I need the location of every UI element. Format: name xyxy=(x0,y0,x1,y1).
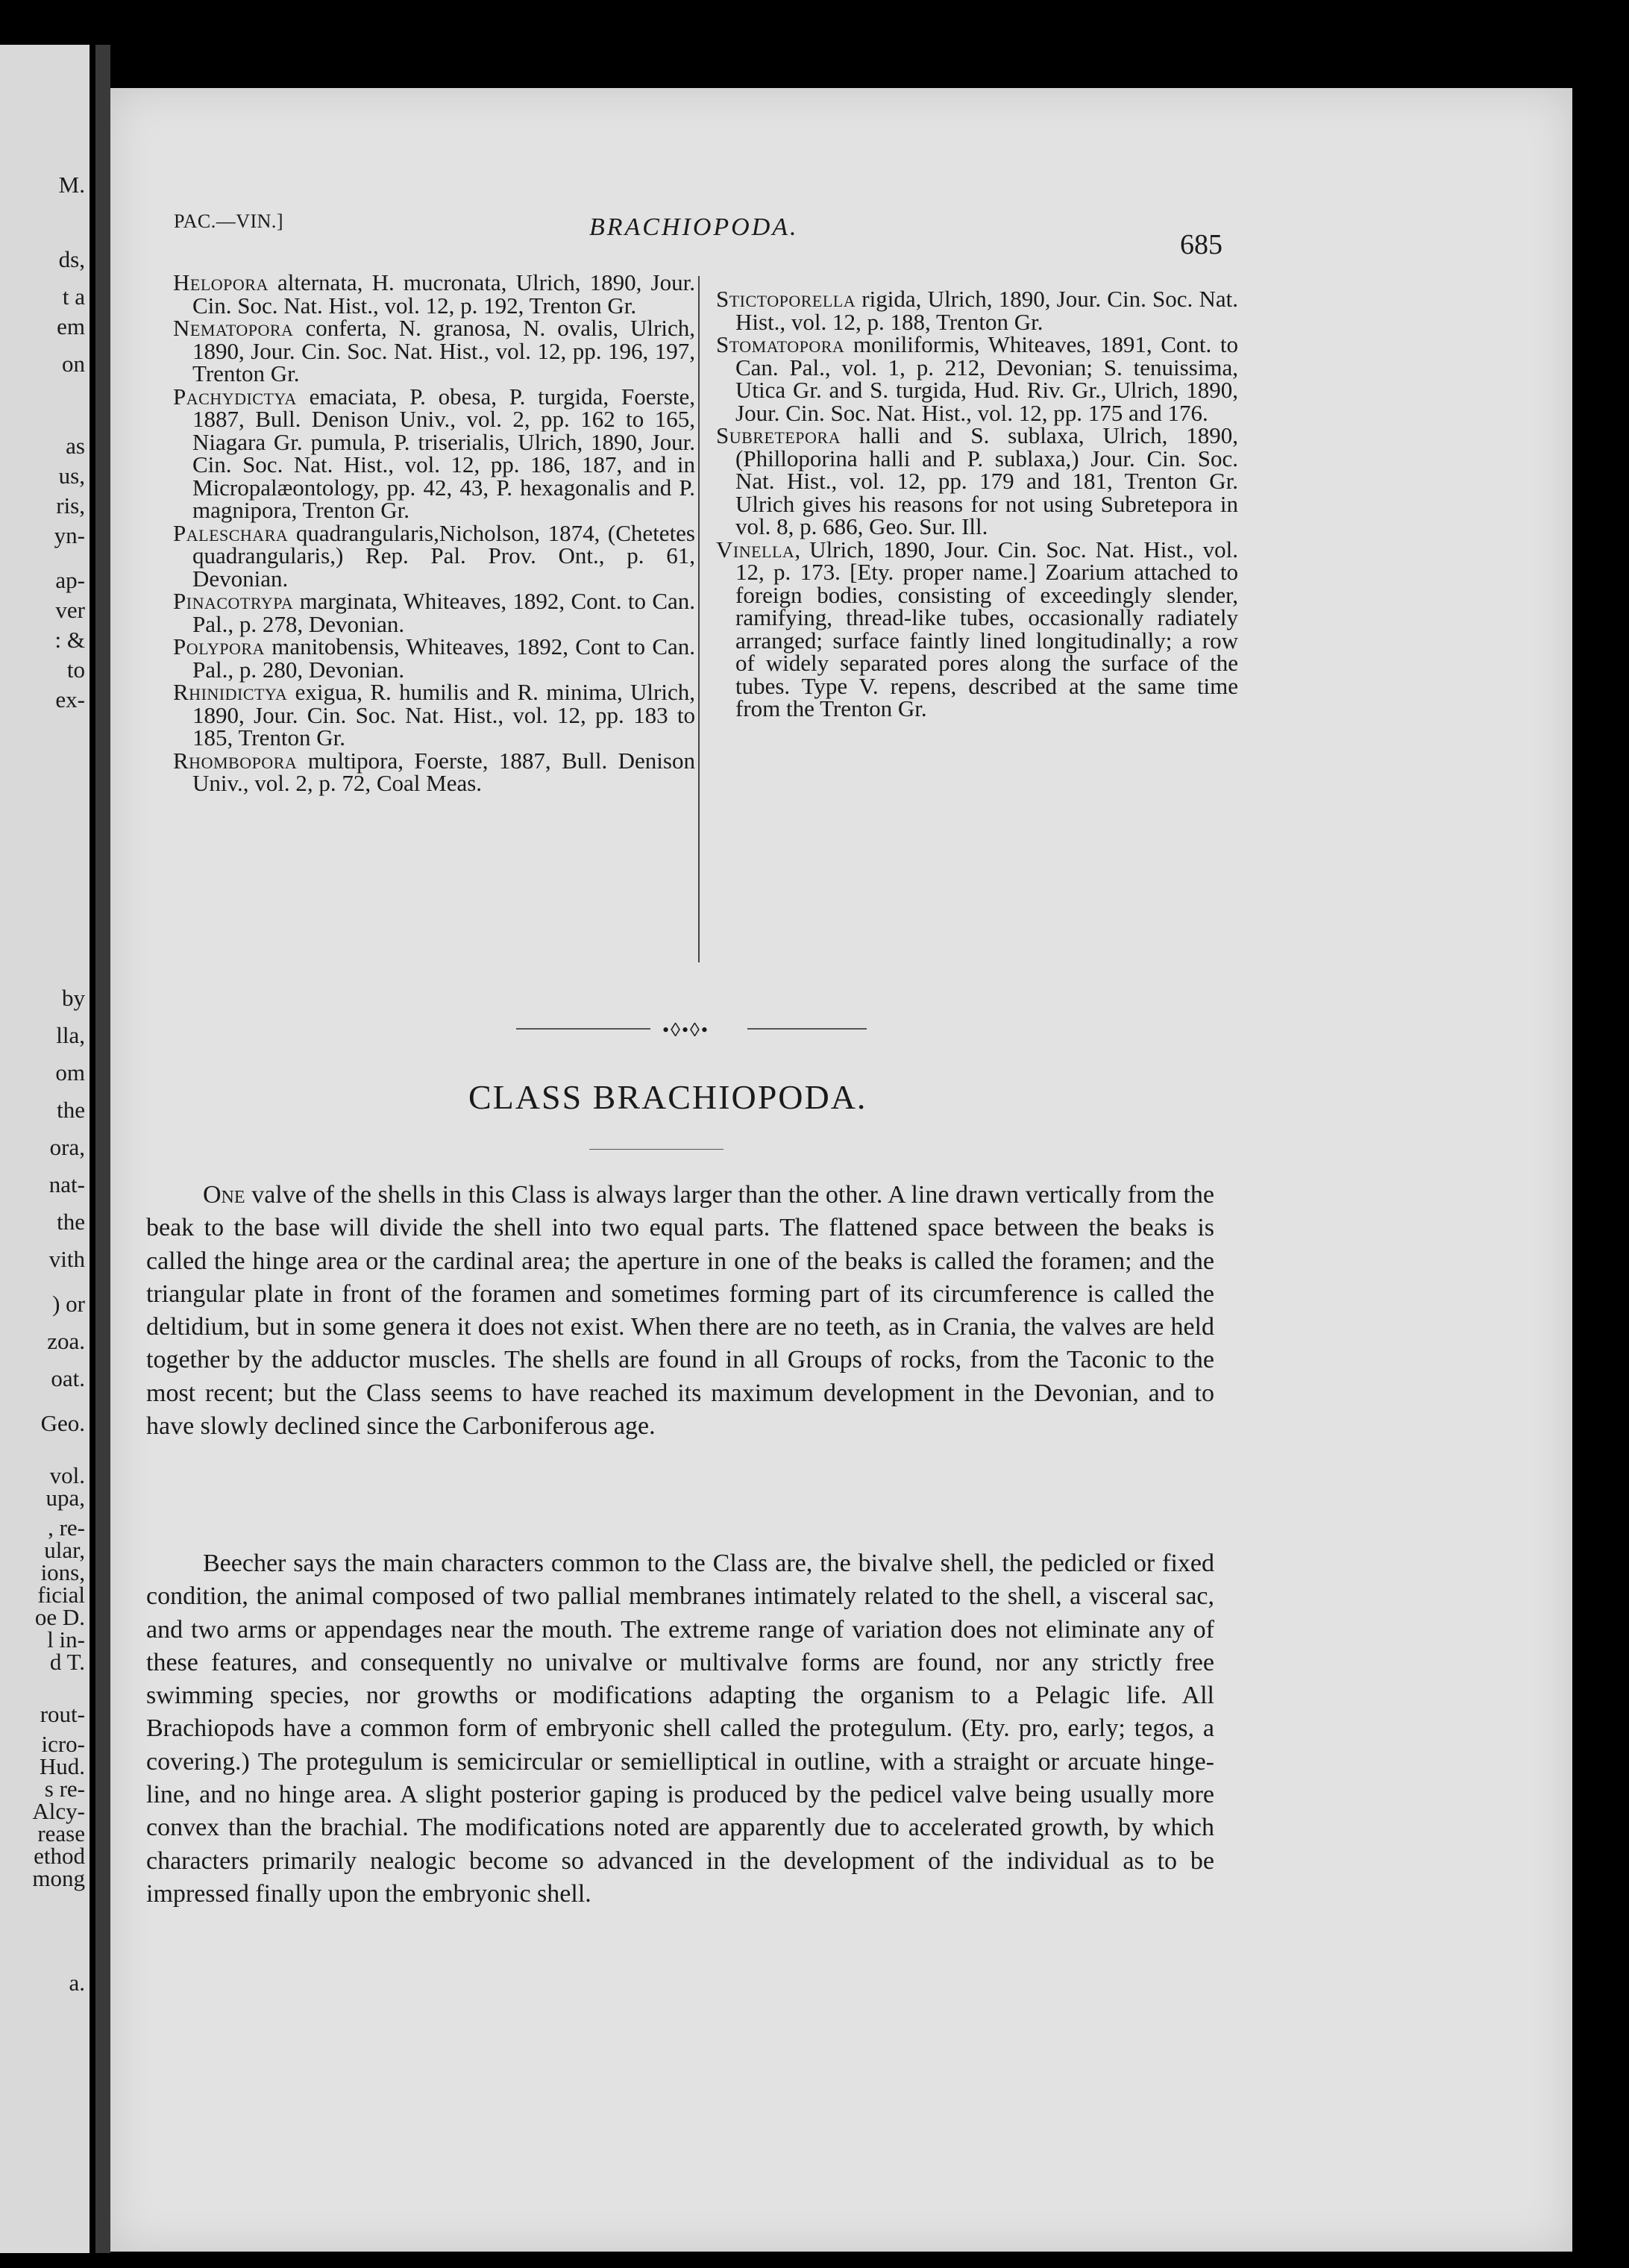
fragment-text: om xyxy=(55,1059,85,1086)
fragment-text: Hud. xyxy=(39,1753,85,1779)
list-item: Paleschara quadrangularis,Nicholson, 1874, (Chetetes quadrangularis,) Rep. Pal. Prov. Ont., p. 61, Devonian. xyxy=(173,519,695,592)
fragment-text: oe D. xyxy=(34,1604,85,1630)
fragment-text: ficial xyxy=(37,1582,85,1608)
fragment-text: s re- xyxy=(44,1776,85,1802)
list-item: Rhinidictya exigua, R. humilis and R. minima, Ulrich, 1890, Jour. Cin. Soc. Nat. Hist., vol. 12, pp. 183 to 185, Trenton Gr. xyxy=(173,679,695,751)
fragment-text: by xyxy=(62,985,85,1011)
fragment-text: yn- xyxy=(54,522,85,548)
page-gutter xyxy=(95,45,110,2253)
fragment-text: ethod xyxy=(34,1843,85,1869)
fragment-text: a. xyxy=(69,1970,85,1996)
list-item: Vinella, Ulrich, 1890, Jour. Cin. Soc. Nat. Hist., vol. 12, p. 173. [Ety. proper name.] Zoarium attached to foreign bodies, consisting of exceedingly slender, ramifying, thread-like tubes, occasionally radiately arranged; surface faintly lined longitudinally; a row of widely separated pores along the surface of the tubes. Type V. repens, described at the same time from the Trenton Gr. xyxy=(716,536,1238,721)
list-item: Subretepora halli and S. sublaxa, Ulrich, 1890, (Philloporina halli and P. sublaxa,) Jour. Cin. Soc. Nat. Hist., vol. 12, pp. 179 and 181, Trenton Gr. Ulrich gives his reasons for not using Subretepora in vol. 8, p. 686, Geo. Sur. Ill. xyxy=(716,422,1238,539)
fragment-text: the xyxy=(57,1209,85,1235)
page-number: 685 xyxy=(1180,229,1222,260)
right-column xyxy=(716,288,1238,721)
running-head-left: PAC.—VIN.] xyxy=(174,210,284,232)
fragment-text: ular, xyxy=(44,1537,85,1563)
fragment-text: ris, xyxy=(56,492,85,519)
fragment-text: ora, xyxy=(49,1134,85,1160)
fragment-text: upa, xyxy=(45,1485,85,1511)
list-item: Rhombopora multipora, Foerste, 1887, Bull. Denison Univ., vol. 2, p. 72, Coal Meas. xyxy=(173,747,695,796)
list-item: Nematopora conferta, N. granosa, N. ovalis, Ulrich, 1890, Jour. Cin. Soc. Nat. Hist., vol. 12, pp. 196, 197, Trenton Gr. xyxy=(173,315,695,386)
fragment-text: d T. xyxy=(49,1649,85,1675)
fragment-text: ap- xyxy=(55,567,85,593)
fragment-text: Alcy- xyxy=(32,1798,85,1824)
fragment-text: the xyxy=(57,1097,85,1123)
list-item: Stomatopora moniliformis, Whiteaves, 1891, Cont. to Can. Pal., vol. 1, p. 212, Devonian; S. tenuissima, Utica Gr. and S. turgida, Hud. Riv. Gr., Ulrich, 1890, Jour. Cin. Soc. Nat. Hist., vol. 12, pp. 175 and 176. xyxy=(716,331,1238,426)
section-title: CLASS BRACHIOPODA. xyxy=(468,1078,867,1116)
ornament-rule-right xyxy=(747,1028,867,1030)
fragment-text: vol. xyxy=(49,1462,85,1488)
left-column xyxy=(173,269,695,796)
fragment-text: to xyxy=(66,657,85,683)
fragment-text: oat. xyxy=(51,1365,85,1391)
body-paragraph: Beecher says the main characters common to the Class are, the bivalve shell, the pedicled or fixed condition, the animal composed of two pallial membranes intimately related to the shell, a visceral sac, and two arms or appendages near the mouth. The extreme range of variation does not eliminate any of these features, and consequently no univalve or multivalve forms are found, nor any strictly free swimming species, nor growths or modifications adapting the organism to a Pelagic life. All Brachiopods have a common form of embryonic shell called the protegulum. (Ety. pro, early; tegos, a covering.) The protegulum is semicircular or semielliptical in outline, with a straight or arcuate hinge-line, and no hinge area. A slight posterior gaping is produced by the pedicel valve being usually more convex than the brachial. The modifications noted are apparently due to accelerated growth, by which characters primarily nealogic become so advanced in the development of the individual as to be impressed finally upon the embryonic shell. xyxy=(146,1550,1214,1908)
fragment-text: M. xyxy=(58,172,85,198)
title-underline xyxy=(589,1149,724,1150)
list-item: Stictoporella rigida, Ulrich, 1890, Jour. Cin. Soc. Nat. Hist., vol. 12, p. 188, Trenton Gr. xyxy=(716,286,1238,335)
fragment-text: lla, xyxy=(56,1022,85,1048)
section-ornament: •◊•◊• xyxy=(662,1019,710,1041)
fragment-text: ds, xyxy=(58,246,85,272)
list-item: Pachydictya emaciata, P. obesa, P. turgida, Foerste, 1887, Bull. Denison Univ., vol. 2, pp. 162 to 165, Niagara Gr. pumula, P. triserialis, Ulrich, 1890, Jour. Cin. Soc. Nat. Hist., vol. 12, pp. 186, 187, and in Micropalæontology, pp. 42, 43, P. hexagonalis and P. magnipora, Trenton Gr. xyxy=(173,383,695,523)
fragment-text: l in- xyxy=(47,1626,85,1653)
fragment-text: em xyxy=(57,313,85,339)
fragment-text: ) or xyxy=(52,1291,85,1317)
list-item: Polypora manitobensis, Whiteaves, 1892, Cont to Can. Pal., p. 280, Devonian. xyxy=(173,633,695,683)
ornament-rule-left xyxy=(516,1028,650,1030)
fragment-text: as xyxy=(66,433,85,459)
fragment-text: ions, xyxy=(40,1559,85,1585)
adjacent-page-fragment xyxy=(0,45,90,2253)
fragment-text: t a xyxy=(62,284,85,310)
fragment-text: nat- xyxy=(48,1171,85,1197)
fragment-text: us, xyxy=(58,463,85,489)
fragment-text: , re- xyxy=(48,1514,85,1541)
column-divider xyxy=(698,276,700,962)
list-item: Pinacotrypa marginata, Whiteaves, 1892, Cont. to Can. Pal., p. 278, Devonian. xyxy=(173,588,695,637)
fragment-text: on xyxy=(62,351,85,377)
running-head-title: BRACHIOPODA. xyxy=(589,213,799,241)
list-item: Helopora alternata, H. mucronata, Ulrich, 1890, Jour. Cin. Soc. Nat. Hist., vol. 12, p. 192, Trenton Gr. xyxy=(173,269,695,319)
fragment-text: Geo. xyxy=(40,1410,85,1436)
fragment-text: mong xyxy=(32,1865,85,1891)
fragment-text: zoa. xyxy=(47,1328,85,1354)
fragment-text: ver xyxy=(55,597,85,623)
fragment-text: vith xyxy=(48,1246,85,1272)
fragment-text: rout- xyxy=(40,1701,85,1727)
fragment-text: ex- xyxy=(55,686,85,712)
fragment-text: : & xyxy=(54,627,85,653)
fragment-text: icro- xyxy=(41,1731,85,1757)
body-paragraph: One valve of the shells in this Class is always larger than the other. A line drawn vertically from the beak to the base will divide the shell into two equal parts. The flattened space between the beaks is called the hinge area or the cardinal area; the aperture in one of the beaks is called the foramen; and the triangular plate in front of the foramen and sometimes forming part of its circumference is called the deltidium, but in some genera it does not exist. When there are no teeth, as in Crania, the valves are held together by the adductor muscles. The shells are found in all Groups of rocks, from the Taconic to the most recent; but the Class seems to have reached its maximum development in the Devonian, and to have slowly declined since the Carboniferous age. xyxy=(146,1181,1214,1441)
fragment-text: rease xyxy=(37,1820,85,1846)
